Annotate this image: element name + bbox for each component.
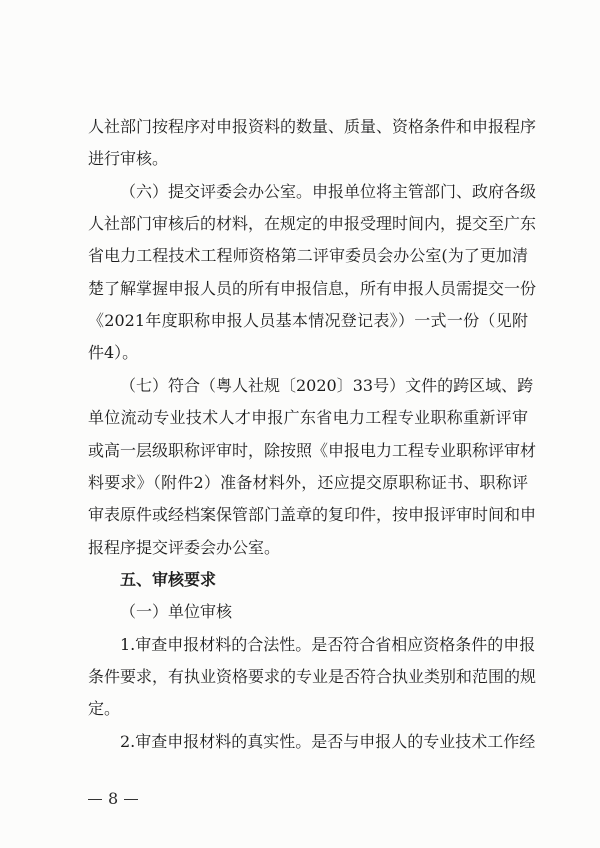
paragraph-line: 2.审查申报材料的真实性。是否与申报人的专业技术工作经 [120,732,536,751]
section-heading: 五、审核要求 [120,570,217,589]
paragraph-line: 省电力工程技术工程师资格第二评审委员会办公室(为了更加清 [88,246,528,265]
paragraph-line: 人社部门按程序对申报资料的数量、质量、资格条件和申报程序 [88,117,537,136]
paragraph-line: 1.审查申报材料的合法性。是否符合省相应资格条件的申报 [120,635,536,654]
page-number: 8 [108,789,119,808]
subsection-heading: （一）单位审核 [120,602,233,621]
page-number-footer [88,787,138,811]
paragraph-line: 人社部门审核后的材料，在规定的申报受理时间内，提交至广东 [88,214,537,233]
paragraph-line: 料要求》（附件2）准备材料外，还应提交原职称证书、职称评 [88,473,528,492]
paragraph-line: 条件要求，有执业资格要求的专业是否符合执业类别和范围的规 [88,667,537,686]
paragraph-line: 定。 [88,699,121,718]
paragraph-line: （六）提交评委会办公室。申报单位将主管部门、政府各级 [120,182,537,201]
paragraph-line: 楚了解掌握申报人员的所有申报信息，所有申报人员需提交一份 [88,279,537,298]
paragraph-line: 审表原件或经档案保管部门盖章的复印件，按申报评审时间和申 [88,505,537,524]
paragraph-line: 进行审核。 [88,149,169,168]
paragraph-line: 报程序提交评委会办公室。 [88,538,281,557]
paragraph-line: 或高一层级职称评审时，除按照《申报电力工程专业职称评审材 [88,441,537,460]
footer-dash-right [124,799,138,800]
paragraph-line: （七）符合（粤人社规〔2020〕33号）文件的跨区域、跨 [120,376,534,395]
paragraph-line: 《2021年度职称申报人员基本情况登记表》）一式一份（见附 [88,311,528,330]
paragraph-line: 件4）。 [88,343,139,362]
footer-dash-left [88,799,102,800]
paragraph-line: 单位流动专业技术人才申报广东省电力工程专业职称重新评审 [88,408,528,427]
